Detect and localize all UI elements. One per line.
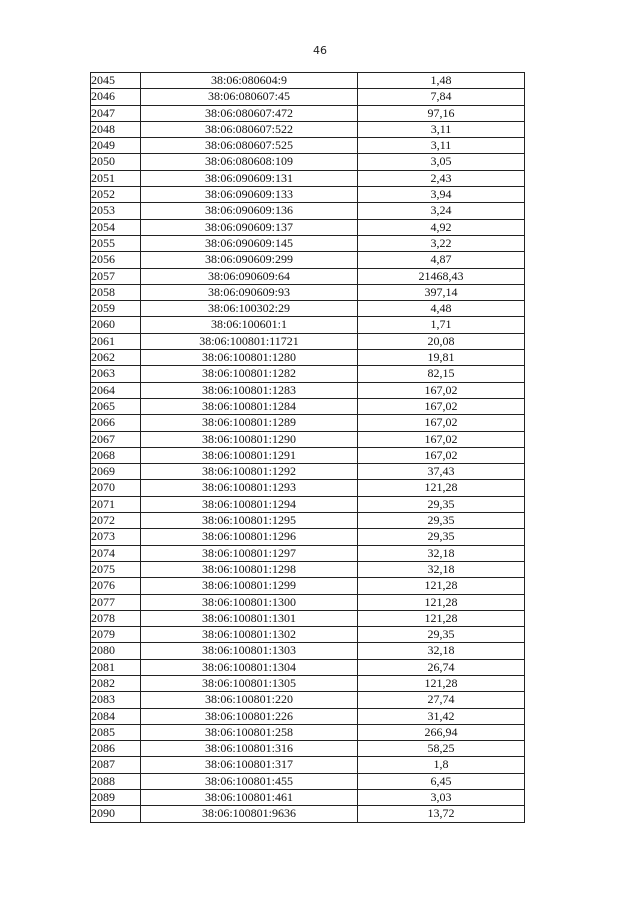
cadastral-number-cell: 38:06:100801:258 — [141, 724, 358, 740]
cadastral-number-cell: 38:06:080607:525 — [141, 138, 358, 154]
row-number-cell: 2048 — [91, 121, 141, 137]
cadastral-number-cell: 38:06:090609:136 — [141, 203, 358, 219]
row-number-cell: 2081 — [91, 659, 141, 675]
value-cell: 3,05 — [358, 154, 525, 170]
value-cell: 7,84 — [358, 89, 525, 105]
table-row — [91, 333, 525, 349]
row-number-cell: 2065 — [91, 398, 141, 414]
cadastral-number-cell: 38:06:100302:29 — [141, 301, 358, 317]
value-cell: 3,03 — [358, 790, 525, 806]
value-cell: 21468,43 — [358, 268, 525, 284]
row-number-cell: 2052 — [91, 187, 141, 203]
row-number-cell: 2066 — [91, 415, 141, 431]
row-number-cell: 2057 — [91, 268, 141, 284]
table-row — [91, 366, 525, 382]
value-cell: 29,35 — [358, 496, 525, 512]
value-cell: 3,22 — [358, 235, 525, 251]
value-cell: 29,35 — [358, 627, 525, 643]
table-row — [91, 431, 525, 447]
value-cell: 1,71 — [358, 317, 525, 333]
table-row — [91, 790, 525, 806]
table-row — [91, 643, 525, 659]
value-cell: 266,94 — [358, 724, 525, 740]
row-number-cell: 2049 — [91, 138, 141, 154]
table-row — [91, 187, 525, 203]
cadastral-number-cell: 38:06:100801:1280 — [141, 350, 358, 366]
row-number-cell: 2089 — [91, 790, 141, 806]
cadastral-number-cell: 38:06:080607:45 — [141, 89, 358, 105]
table-row — [91, 480, 525, 496]
row-number-cell: 2054 — [91, 219, 141, 235]
row-number-cell: 2053 — [91, 203, 141, 219]
value-cell: 20,08 — [358, 333, 525, 349]
cadastral-number-cell: 38:06:100801:11721 — [141, 333, 358, 349]
cadastral-number-cell: 38:06:100801:1298 — [141, 561, 358, 577]
table-row — [91, 447, 525, 463]
value-cell: 3,11 — [358, 121, 525, 137]
row-number-cell: 2064 — [91, 382, 141, 398]
table-row — [91, 73, 525, 89]
value-cell: 58,25 — [358, 741, 525, 757]
cadastral-number-cell: 38:06:100601:1 — [141, 317, 358, 333]
row-number-cell: 2082 — [91, 675, 141, 691]
row-number-cell: 2060 — [91, 317, 141, 333]
cadastral-number-cell: 38:06:080607:522 — [141, 121, 358, 137]
table-row — [91, 594, 525, 610]
cadastral-number-cell: 38:06:090609:133 — [141, 187, 358, 203]
cadastral-number-cell: 38:06:090609:145 — [141, 235, 358, 251]
value-cell: 2,43 — [358, 170, 525, 186]
cadastral-number-cell: 38:06:100801:316 — [141, 741, 358, 757]
cadastral-number-cell: 38:06:100801:1304 — [141, 659, 358, 675]
value-cell: 32,18 — [358, 561, 525, 577]
row-number-cell: 2070 — [91, 480, 141, 496]
cadastral-number-cell: 38:06:100801:1302 — [141, 627, 358, 643]
cadastral-number-cell: 38:06:090609:131 — [141, 170, 358, 186]
cadastral-number-cell: 38:06:100801:1292 — [141, 464, 358, 480]
value-cell: 3,94 — [358, 187, 525, 203]
value-cell: 167,02 — [358, 398, 525, 414]
table-row — [91, 610, 525, 626]
table-row — [91, 268, 525, 284]
table-row — [91, 301, 525, 317]
row-number-cell: 2078 — [91, 610, 141, 626]
table-row — [91, 317, 525, 333]
row-number-cell: 2080 — [91, 643, 141, 659]
cadastral-number-cell: 38:06:100801:1305 — [141, 675, 358, 691]
table-row — [91, 235, 525, 251]
row-number-cell: 2068 — [91, 447, 141, 463]
row-number-cell: 2045 — [91, 73, 141, 89]
cadastral-number-cell: 38:06:100801:1295 — [141, 513, 358, 529]
table-row — [91, 806, 525, 822]
row-number-cell: 2076 — [91, 578, 141, 594]
cadastral-number-cell: 38:06:100801:1299 — [141, 578, 358, 594]
row-number-cell: 2059 — [91, 301, 141, 317]
table-body — [91, 73, 525, 823]
table-row — [91, 757, 525, 773]
cadastral-number-cell: 38:06:100801:1297 — [141, 545, 358, 561]
value-cell: 32,18 — [358, 643, 525, 659]
value-cell: 1,48 — [358, 73, 525, 89]
value-cell: 1,8 — [358, 757, 525, 773]
value-cell: 3,11 — [358, 138, 525, 154]
row-number-cell: 2090 — [91, 806, 141, 822]
table-row — [91, 708, 525, 724]
cadastral-number-cell: 38:06:090609:93 — [141, 284, 358, 300]
row-number-cell: 2056 — [91, 252, 141, 268]
row-number-cell: 2084 — [91, 708, 141, 724]
row-number-cell: 2077 — [91, 594, 141, 610]
value-cell: 97,16 — [358, 105, 525, 121]
table-row — [91, 398, 525, 414]
value-cell: 37,43 — [358, 464, 525, 480]
table-row — [91, 252, 525, 268]
row-number-cell: 2088 — [91, 773, 141, 789]
cadastral-number-cell: 38:06:100801:1283 — [141, 382, 358, 398]
cadastral-number-cell: 38:06:100801:1290 — [141, 431, 358, 447]
value-cell: 19,81 — [358, 350, 525, 366]
table-row — [91, 529, 525, 545]
cadastral-number-cell: 38:06:100801:1294 — [141, 496, 358, 512]
row-number-cell: 2051 — [91, 170, 141, 186]
table-row — [91, 724, 525, 740]
cadastral-number-cell: 38:06:100801:220 — [141, 692, 358, 708]
value-cell: 167,02 — [358, 431, 525, 447]
cadastral-number-cell: 38:06:100801:1291 — [141, 447, 358, 463]
value-cell: 13,72 — [358, 806, 525, 822]
value-cell: 31,42 — [358, 708, 525, 724]
cadastral-number-cell: 38:06:090609:64 — [141, 268, 358, 284]
page-number: 46 — [313, 44, 327, 57]
cadastral-number-cell: 38:06:100801:1296 — [141, 529, 358, 545]
cadastral-number-cell: 38:06:100801:1303 — [141, 643, 358, 659]
table-row — [91, 464, 525, 480]
row-number-cell: 2086 — [91, 741, 141, 757]
row-number-cell: 2073 — [91, 529, 141, 545]
table-row — [91, 415, 525, 431]
value-cell: 121,28 — [358, 480, 525, 496]
cadastral-number-cell: 38:06:100801:1284 — [141, 398, 358, 414]
cadastral-number-cell: 38:06:080607:472 — [141, 105, 358, 121]
value-cell: 121,28 — [358, 610, 525, 626]
row-number-cell: 2087 — [91, 757, 141, 773]
value-cell: 4,92 — [358, 219, 525, 235]
row-number-cell: 2083 — [91, 692, 141, 708]
row-number-cell: 2050 — [91, 154, 141, 170]
value-cell: 121,28 — [358, 675, 525, 691]
cadastral-number-cell: 38:06:100801:1300 — [141, 594, 358, 610]
row-number-cell: 2075 — [91, 561, 141, 577]
cadastral-number-cell: 38:06:100801:461 — [141, 790, 358, 806]
row-number-cell: 2067 — [91, 431, 141, 447]
cadastral-number-cell: 38:06:100801:1301 — [141, 610, 358, 626]
table-row — [91, 170, 525, 186]
table-row — [91, 513, 525, 529]
cadastral-number-cell: 38:06:090609:299 — [141, 252, 358, 268]
table-row — [91, 89, 525, 105]
value-cell: 397,14 — [358, 284, 525, 300]
cadastral-number-cell: 38:06:100801:9636 — [141, 806, 358, 822]
table-row — [91, 692, 525, 708]
value-cell: 27,74 — [358, 692, 525, 708]
table-row — [91, 203, 525, 219]
row-number-cell: 2055 — [91, 235, 141, 251]
cadastral-table — [90, 72, 525, 823]
cadastral-number-cell: 38:06:100801:317 — [141, 757, 358, 773]
cadastral-number-cell: 38:06:090609:137 — [141, 219, 358, 235]
table-row — [91, 496, 525, 512]
table-row — [91, 659, 525, 675]
table-row — [91, 578, 525, 594]
value-cell: 167,02 — [358, 447, 525, 463]
cadastral-number-cell: 38:06:100801:455 — [141, 773, 358, 789]
value-cell: 167,02 — [358, 382, 525, 398]
row-number-cell: 2062 — [91, 350, 141, 366]
value-cell: 29,35 — [358, 529, 525, 545]
table-row — [91, 561, 525, 577]
table-row — [91, 121, 525, 137]
table-row — [91, 105, 525, 121]
table-row — [91, 627, 525, 643]
cadastral-number-cell: 38:06:100801:1289 — [141, 415, 358, 431]
table-row — [91, 154, 525, 170]
value-cell: 167,02 — [358, 415, 525, 431]
table-row — [91, 219, 525, 235]
cadastral-number-cell: 38:06:100801:1282 — [141, 366, 358, 382]
value-cell: 121,28 — [358, 578, 525, 594]
value-cell: 4,48 — [358, 301, 525, 317]
value-cell: 6,45 — [358, 773, 525, 789]
value-cell: 3,24 — [358, 203, 525, 219]
cadastral-number-cell: 38:06:080608:109 — [141, 154, 358, 170]
value-cell: 4,87 — [358, 252, 525, 268]
value-cell: 29,35 — [358, 513, 525, 529]
value-cell: 82,15 — [358, 366, 525, 382]
table-row — [91, 284, 525, 300]
table-row — [91, 350, 525, 366]
cadastral-number-cell: 38:06:080604:9 — [141, 73, 358, 89]
row-number-cell: 2069 — [91, 464, 141, 480]
row-number-cell: 2079 — [91, 627, 141, 643]
row-number-cell: 2072 — [91, 513, 141, 529]
row-number-cell: 2046 — [91, 89, 141, 105]
table-row — [91, 741, 525, 757]
row-number-cell: 2061 — [91, 333, 141, 349]
row-number-cell: 2063 — [91, 366, 141, 382]
row-number-cell: 2071 — [91, 496, 141, 512]
value-cell: 26,74 — [358, 659, 525, 675]
row-number-cell: 2074 — [91, 545, 141, 561]
row-number-cell: 2047 — [91, 105, 141, 121]
table-row — [91, 773, 525, 789]
table-row — [91, 382, 525, 398]
cadastral-number-cell: 38:06:100801:226 — [141, 708, 358, 724]
table-row — [91, 545, 525, 561]
value-cell: 121,28 — [358, 594, 525, 610]
table-row — [91, 138, 525, 154]
row-number-cell: 2058 — [91, 284, 141, 300]
value-cell: 32,18 — [358, 545, 525, 561]
table-row — [91, 675, 525, 691]
cadastral-number-cell: 38:06:100801:1293 — [141, 480, 358, 496]
row-number-cell: 2085 — [91, 724, 141, 740]
